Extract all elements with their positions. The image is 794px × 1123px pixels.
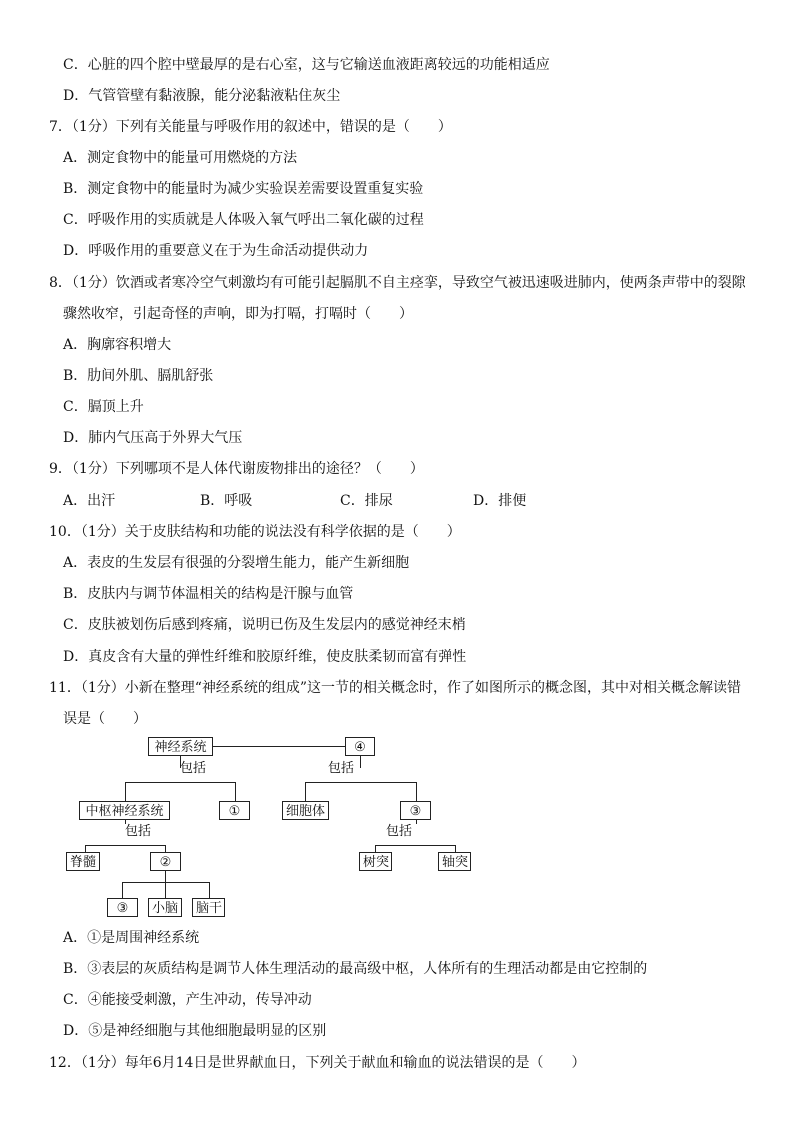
q8-option-c: C．膈顶上升	[63, 399, 144, 415]
q11-stem-line1: 11．（1分）小新在整理“神经系统的组成”这一节的相关概念时，作了如图所示的概念图，其中对相关概念解读错	[49, 680, 742, 696]
q8-option-d: D．肺内气压高于外界大气压	[63, 430, 243, 446]
node-nervous-system: 神经系统	[148, 737, 213, 756]
connector-line	[122, 882, 123, 898]
q7-option-a: A．测定食物中的能量可用燃烧的方法	[63, 150, 298, 166]
connector-line	[209, 882, 210, 898]
q7-option-b: B．测定食物中的能量时为减少实验误差需要设置重复实验	[63, 181, 424, 197]
node-circle-3-bottom: ③	[107, 898, 138, 917]
connector-line	[375, 845, 455, 846]
q10-option-b: B．皮肤内与调节体温相关的结构是汗腺与血管	[63, 586, 354, 602]
q11-option-b: B．③表层的灰质结构是调节人体生理活动的最高级中枢，人体所有的生理活动都是由它控制的	[63, 961, 648, 977]
connector-line	[165, 845, 166, 852]
q10-option-a: A．表皮的生发层有很强的分裂增生能力，能产生新细胞	[63, 555, 410, 571]
connector-line	[375, 845, 376, 852]
q7-stem: 7．（1分）下列有关能量与呼吸作用的叙述中，错误的是（ ）	[49, 119, 452, 135]
q9-option-c: C．排尿	[340, 493, 393, 509]
connector-line	[165, 871, 166, 882]
connector-line	[165, 882, 166, 898]
connector-line	[125, 782, 235, 783]
q12-stem: 12．（1分）每年6月14日是世界献血日，下列关于献血和输血的说法错误的是（ ）	[49, 1055, 586, 1071]
q11-option-c: C．④能接受刺激，产生冲动，传导冲动	[63, 992, 312, 1008]
connector-line	[85, 845, 165, 846]
node-circle-1: ①	[219, 801, 250, 820]
q10-option-c: C．皮肤被划伤后感到疼痛，说明已伤及生发层内的感觉神经末梢	[63, 617, 466, 633]
connector-line	[455, 845, 456, 852]
q8-stem-line1: 8．（1分）饮酒或者寒冷空气刺激均有可能引起膈肌不自主痉挛，导致空气被迅速吸进肺内，使两条声带中的裂隙	[49, 275, 746, 291]
node-dendrite: 树突	[359, 852, 392, 871]
label-include-1: 包括	[180, 761, 207, 776]
q8-stem-line2: 骤然收窄，引起奇怪的声响，即为打嗝，打嗝时（ ）	[63, 306, 413, 322]
connector-line	[213, 746, 345, 747]
node-axon: 轴突	[438, 852, 471, 871]
node-spinal-cord: 脊髓	[66, 852, 100, 871]
q9-stem: 9．（1分）下列哪项不是人体代谢废物排出的途径？（ ）	[49, 461, 424, 477]
q8-option-b: B．肋间外肌、膈肌舒张	[63, 368, 214, 384]
connector-line	[85, 845, 86, 852]
node-brainstem: 脑干	[192, 898, 225, 917]
connector-line	[125, 782, 126, 801]
q9-option-d: D．排便	[473, 493, 527, 509]
node-cell-body: 细胞体	[282, 801, 329, 820]
label-include-4: 包括	[386, 824, 413, 839]
q11-stem-line2: 误是（ ）	[63, 711, 147, 727]
q11-option-d: D．⑤是神经细胞与其他细胞最明显的区别	[63, 1023, 327, 1039]
label-include-2: 包括	[328, 761, 355, 776]
q7-option-d: D．呼吸作用的重要意义在于为生命活动提供动力	[63, 243, 369, 259]
connector-line	[305, 782, 416, 783]
q10-option-d: D．真皮含有大量的弹性纤维和胶原纤维，使皮肤柔韧而富有弹性	[63, 649, 467, 665]
q6-option-d: D．气管管壁有黏液腺，能分泌黏液粘住灰尘	[63, 88, 341, 104]
q7-option-c: C．呼吸作用的实质就是人体吸入氧气呼出二氧化碳的过程	[63, 212, 424, 228]
node-circle-2: ②	[150, 852, 181, 871]
q11-option-a: A．①是周围神经系统	[63, 930, 200, 946]
connector-line	[360, 756, 361, 768]
q9-option-b: B．呼吸	[200, 493, 253, 509]
node-circle-4: ④	[345, 737, 375, 756]
q9-option-a: A．出汗	[63, 493, 116, 509]
node-cerebellum: 小脑	[148, 898, 182, 917]
connector-line	[305, 782, 306, 801]
connector-line	[235, 782, 236, 801]
node-circle-3-top: ③	[400, 801, 431, 820]
q6-option-c: C．心脏的四个腔中壁最厚的是右心室，这与它输送血液距离较远的功能相适应	[63, 57, 550, 73]
q8-option-a: A．胸廓容积增大	[63, 337, 172, 353]
connector-line	[416, 782, 417, 801]
label-include-3: 包括	[125, 824, 152, 839]
q10-stem: 10．（1分）关于皮肤结构和功能的说法没有科学依据的是（ ）	[49, 524, 461, 540]
node-central-nervous-system: 中枢神经系统	[79, 801, 170, 820]
